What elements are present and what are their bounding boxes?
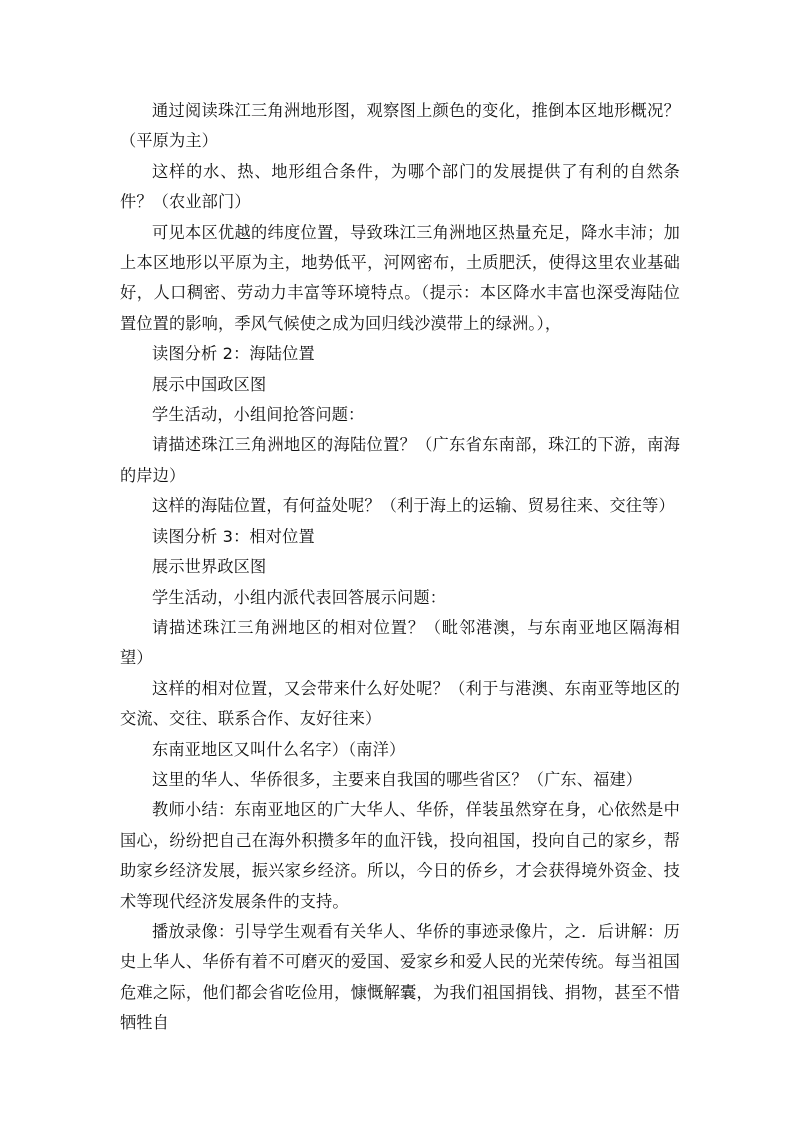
paragraph-overseas-chinese-origin: 这里的华人、华侨很多，主要来自我国的哪些省区？（广东、福建） <box>152 769 643 789</box>
paragraph-map-analysis-3: 读图分析 3：相对位置 <box>152 526 315 546</box>
paragraph-relative-position-question: 请描述珠江三角洲地区的相对位置？（毗邻港澳，与东南亚地区隔海相望） <box>120 617 680 668</box>
paragraph-relative-position-benefit: 这样的相对位置，又会带来什么好处呢？（利于与港澳、东南亚等地区的交流、交往、联系合作、友好往来） <box>120 678 680 729</box>
paragraph-show-china-map: 展示中国政区图 <box>152 374 267 394</box>
paragraph-activity-2: 学生活动，小组内派代表回答展示问题： <box>152 587 447 607</box>
paragraph-sector-question: 这样的水、热、地形组合条件，为哪个部门的发展提供了有利的自然条件？（农业部门） <box>120 161 680 212</box>
paragraph-video-explanation: 播放录像：引导学生观看有关华人、华侨的事迹录像片，之．后讲解：历史上华人、华侨有着不可磨灭的爱国、爱家乡和爱人民的光荣传统。每当祖国危难之际，他们都会省吃俭用，慷慨解囊，为我们祖国捐钱、捐物，甚至不惜牺牲自 <box>120 921 680 1033</box>
paragraph-teacher-summary: 教师小结：东南亚地区的广大华人、华侨，佯装虽然穿在身，心依然是中国心，纷纷把自己在海外积攒多年的血汗钱，投向祖国，投向自己的家乡，帮助家乡经济发展，振兴家乡经济。所以，今日的侨乡，才会获得境外资金、技术等现代经济发展条件的支持。 <box>120 800 680 911</box>
paragraph-sea-land-benefit: 这样的海陆位置，有何益处呢？（利于海上的运输、贸易往来、交往等） <box>152 496 675 516</box>
paragraph-terrain-question: 通过阅读珠江三角洲地形图，观察图上颜色的变化，推倒本区地形概况？（平原为主） <box>120 101 680 151</box>
paragraph-map-analysis-2: 读图分析 2：海陆位置 <box>152 344 315 364</box>
paragraph-activity-1: 学生活动，小组间抢答问题： <box>152 405 365 425</box>
paragraph-climate-summary: 可见本区优越的纬度位置，导致珠江三角洲地区热量充足，降水丰沛；加上本区地形以平原为主，地势低平，河网密布，土质肥沃，使得这里农业基础好，人口稠密、劳动力丰富等环境特点。（提示：本区降水丰富也深受海陆位置位置的影响，季风气候使之成为回归线沙漠带上的绿洲。）， <box>120 222 680 333</box>
document-body <box>120 96 680 1039</box>
paragraph-show-world-map: 展示世界政区图 <box>152 557 267 577</box>
paragraph-sea-land-question: 请描述珠江三角洲地区的海陆位置？（广东省东南部，珠江的下游，南海的岸边） <box>120 435 680 485</box>
paragraph-southeast-asia-name: 东南亚地区又叫什么名字）（南洋） <box>152 739 406 759</box>
